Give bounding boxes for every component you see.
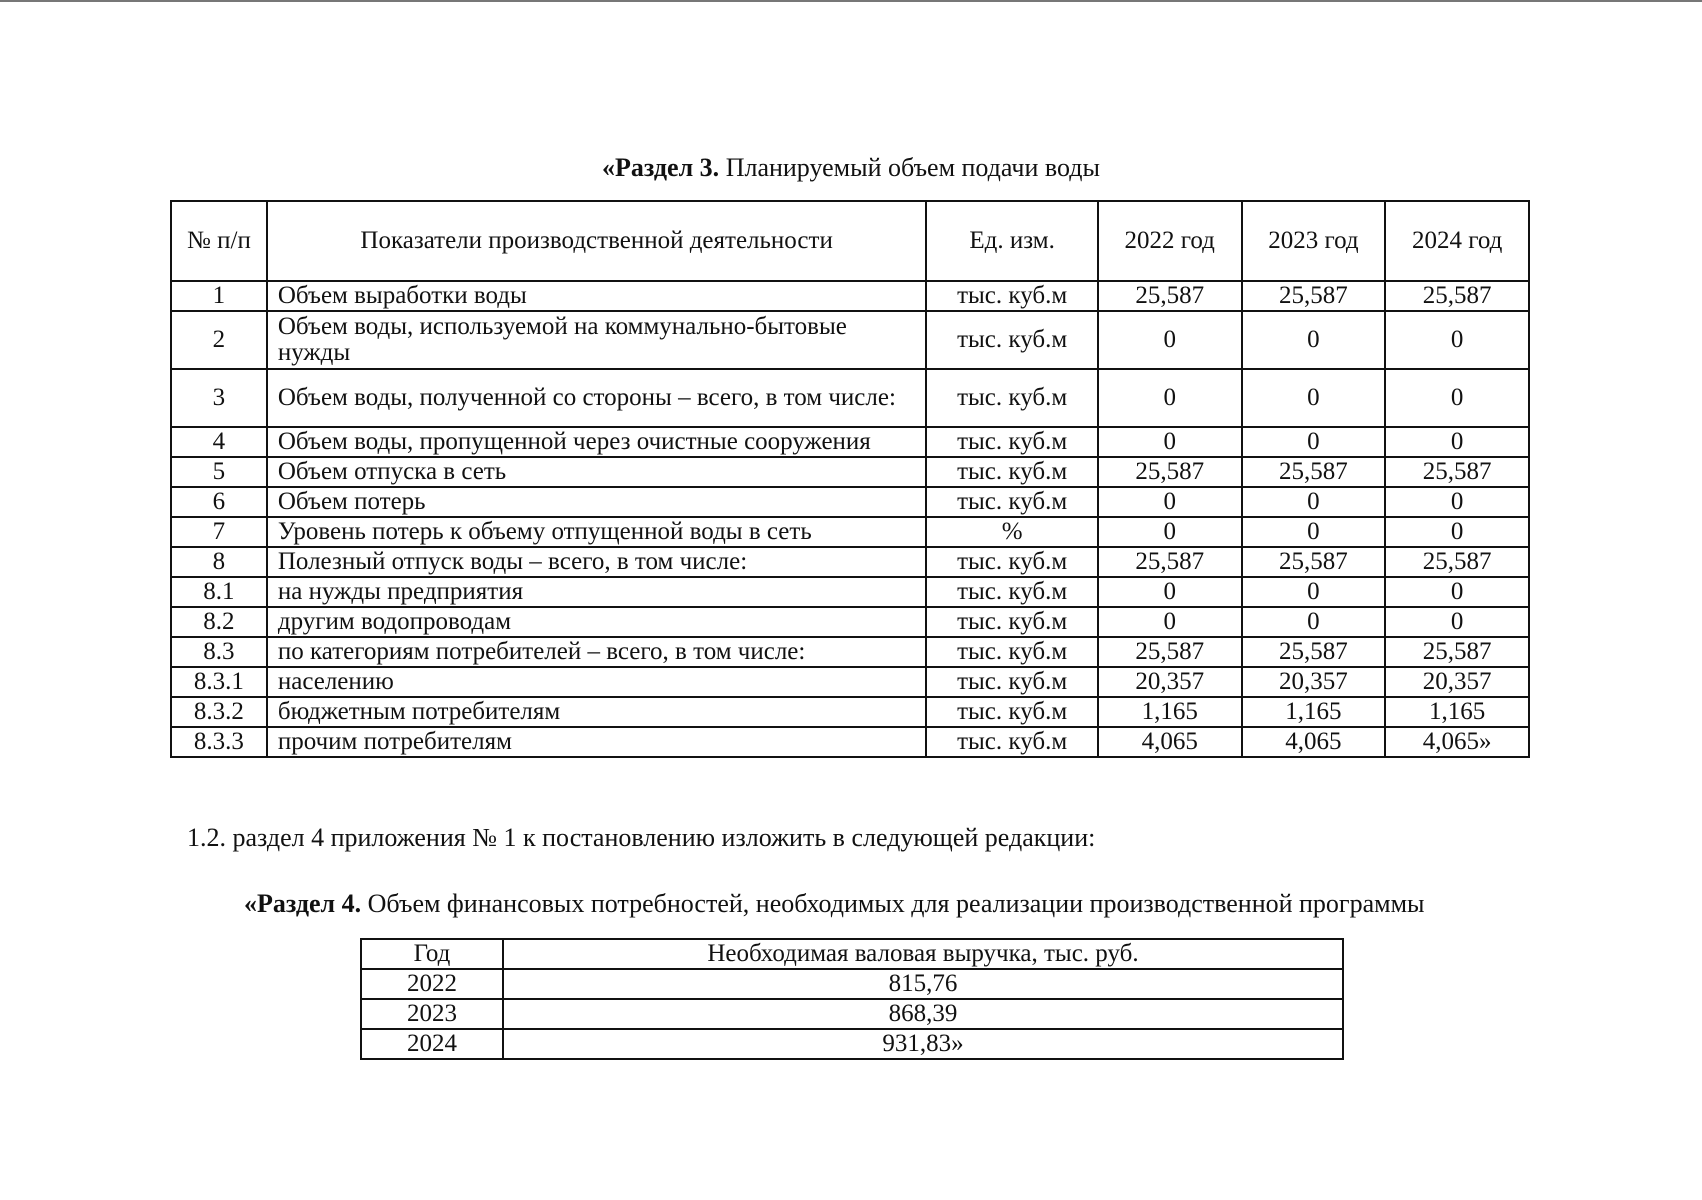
table-row [361, 999, 1343, 1029]
header-revenue: Необходимая валовая выручка, тыс. руб. [503, 939, 1343, 969]
row-2022: 0 [1098, 311, 1242, 369]
table-row [171, 369, 1529, 427]
table-row [171, 607, 1529, 637]
row-num: 1 [171, 281, 267, 311]
row-indicator: бюджетным потребителям [267, 697, 927, 727]
row-2022: 4,065 [1098, 727, 1242, 757]
row-year: 2024 [361, 1029, 503, 1059]
row-2023: 0 [1242, 577, 1386, 607]
table-header-row [361, 939, 1343, 969]
header-year: Год [361, 939, 503, 969]
row-indicator: прочим потребителям [267, 727, 927, 757]
amendment-paragraph: 1.2. раздел 4 приложения № 1 к постановлению изложить в следующей редакции: [187, 823, 1096, 852]
row-2023: 0 [1242, 369, 1386, 427]
row-2024: 0 [1385, 517, 1529, 547]
row-num: 6 [171, 487, 267, 517]
row-2024: 0 [1385, 607, 1529, 637]
row-num: 8.3.3 [171, 727, 267, 757]
row-year: 2023 [361, 999, 503, 1029]
section4-title-bold: «Раздел 4. [244, 889, 362, 918]
row-2022: 1,165 [1098, 697, 1242, 727]
row-indicator: Полезный отпуск воды – всего, в том числе: [267, 547, 927, 577]
table-row [171, 697, 1529, 727]
row-num: 5 [171, 457, 267, 487]
row-year: 2022 [361, 969, 503, 999]
table-row [171, 517, 1529, 547]
row-indicator: Объем выработки воды [267, 281, 927, 311]
table-row [171, 457, 1529, 487]
row-2024: 25,587 [1385, 547, 1529, 577]
row-indicator: Объем воды, пропущенной через очистные сооружения [267, 427, 927, 457]
row-2024: 25,587 [1385, 457, 1529, 487]
row-unit: тыс. куб.м [926, 637, 1097, 667]
table-row [171, 281, 1529, 311]
row-2024: 1,165 [1385, 697, 1529, 727]
row-indicator: населению [267, 667, 927, 697]
row-indicator: Объем отпуска в сеть [267, 457, 927, 487]
row-indicator: Объем воды, полученной со стороны – всего, в том числе: [267, 369, 927, 427]
row-num: 8.3.1 [171, 667, 267, 697]
table-row [171, 547, 1529, 577]
row-2022: 25,587 [1098, 281, 1242, 311]
row-2022: 0 [1098, 487, 1242, 517]
row-2022: 0 [1098, 577, 1242, 607]
row-num: 8.3 [171, 637, 267, 667]
row-2022: 0 [1098, 369, 1242, 427]
row-2024: 4,065» [1385, 727, 1529, 757]
section3-title-text: Планируемый объем подачи воды [719, 153, 1100, 182]
table-row [361, 1029, 1343, 1059]
table-row [361, 969, 1343, 999]
row-unit: тыс. куб.м [926, 281, 1097, 311]
row-indicator: Объем воды, используемой на коммунально-бытовые нужды [267, 311, 927, 369]
row-2023: 25,587 [1242, 457, 1386, 487]
row-2023: 25,587 [1242, 281, 1386, 311]
header-num: № п/п [171, 201, 267, 281]
header-2024: 2024 год [1385, 201, 1529, 281]
row-2024: 0 [1385, 577, 1529, 607]
row-revenue: 815,76 [503, 969, 1343, 999]
row-2023: 0 [1242, 607, 1386, 637]
row-2024: 20,357 [1385, 667, 1529, 697]
row-2024: 0 [1385, 427, 1529, 457]
top-border-line [0, 0, 1702, 2]
row-2023: 0 [1242, 517, 1386, 547]
row-2022: 25,587 [1098, 547, 1242, 577]
row-unit: тыс. куб.м [926, 369, 1097, 427]
row-unit: тыс. куб.м [926, 667, 1097, 697]
row-num: 8.3.2 [171, 697, 267, 727]
row-unit: тыс. куб.м [926, 697, 1097, 727]
section3-title [0, 152, 1702, 184]
table-row [171, 637, 1529, 667]
row-2023: 0 [1242, 311, 1386, 369]
row-num: 8.1 [171, 577, 267, 607]
section4-title-text: Объем финансовых потребностей, необходимых для реализации производственной программы [361, 889, 1425, 918]
table-row [171, 577, 1529, 607]
row-unit: тыс. куб.м [926, 427, 1097, 457]
table-row [171, 427, 1529, 457]
row-2022: 0 [1098, 517, 1242, 547]
row-2024: 25,587 [1385, 637, 1529, 667]
financial-needs-table [360, 938, 1344, 1060]
header-2022: 2022 год [1098, 201, 1242, 281]
table-header-row [171, 201, 1529, 281]
row-unit: тыс. куб.м [926, 727, 1097, 757]
header-2023: 2023 год [1242, 201, 1386, 281]
row-unit: тыс. куб.м [926, 457, 1097, 487]
table-row [171, 727, 1529, 757]
row-unit: тыс. куб.м [926, 487, 1097, 517]
row-num: 8 [171, 547, 267, 577]
row-indicator: по категориям потребителей – всего, в том числе: [267, 637, 927, 667]
row-2022: 0 [1098, 607, 1242, 637]
row-2024: 0 [1385, 487, 1529, 517]
row-num: 7 [171, 517, 267, 547]
table-row [171, 667, 1529, 697]
row-2024: 0 [1385, 311, 1529, 369]
row-revenue: 931,83» [503, 1029, 1343, 1059]
row-2022: 20,357 [1098, 667, 1242, 697]
row-unit: тыс. куб.м [926, 311, 1097, 369]
row-2024: 0 [1385, 369, 1529, 427]
row-2023: 4,065 [1242, 727, 1386, 757]
row-2023: 0 [1242, 427, 1386, 457]
row-2022: 25,587 [1098, 637, 1242, 667]
row-indicator: Уровень потерь к объему отпущенной воды в сеть [267, 517, 927, 547]
row-indicator: другим водопроводам [267, 607, 927, 637]
header-indicator: Показатели производственной деятельности [267, 201, 927, 281]
row-indicator: Объем потерь [267, 487, 927, 517]
row-2023: 1,165 [1242, 697, 1386, 727]
row-2022: 0 [1098, 427, 1242, 457]
table-row [171, 487, 1529, 517]
table-row [171, 311, 1529, 369]
section4-title [244, 888, 1425, 920]
row-unit: тыс. куб.м [926, 547, 1097, 577]
row-indicator: на нужды предприятия [267, 577, 927, 607]
water-supply-table [170, 200, 1530, 758]
section3-title-bold: «Раздел 3. [602, 153, 720, 182]
row-2022: 25,587 [1098, 457, 1242, 487]
row-revenue: 868,39 [503, 999, 1343, 1029]
row-unit: тыс. куб.м [926, 607, 1097, 637]
row-2023: 25,587 [1242, 547, 1386, 577]
row-num: 4 [171, 427, 267, 457]
row-num: 2 [171, 311, 267, 369]
row-num: 8.2 [171, 607, 267, 637]
row-2024: 25,587 [1385, 281, 1529, 311]
row-unit: тыс. куб.м [926, 577, 1097, 607]
header-unit: Ед. изм. [926, 201, 1097, 281]
row-unit: % [926, 517, 1097, 547]
row-2023: 25,587 [1242, 637, 1386, 667]
row-2023: 0 [1242, 487, 1386, 517]
row-2023: 20,357 [1242, 667, 1386, 697]
row-num: 3 [171, 369, 267, 427]
